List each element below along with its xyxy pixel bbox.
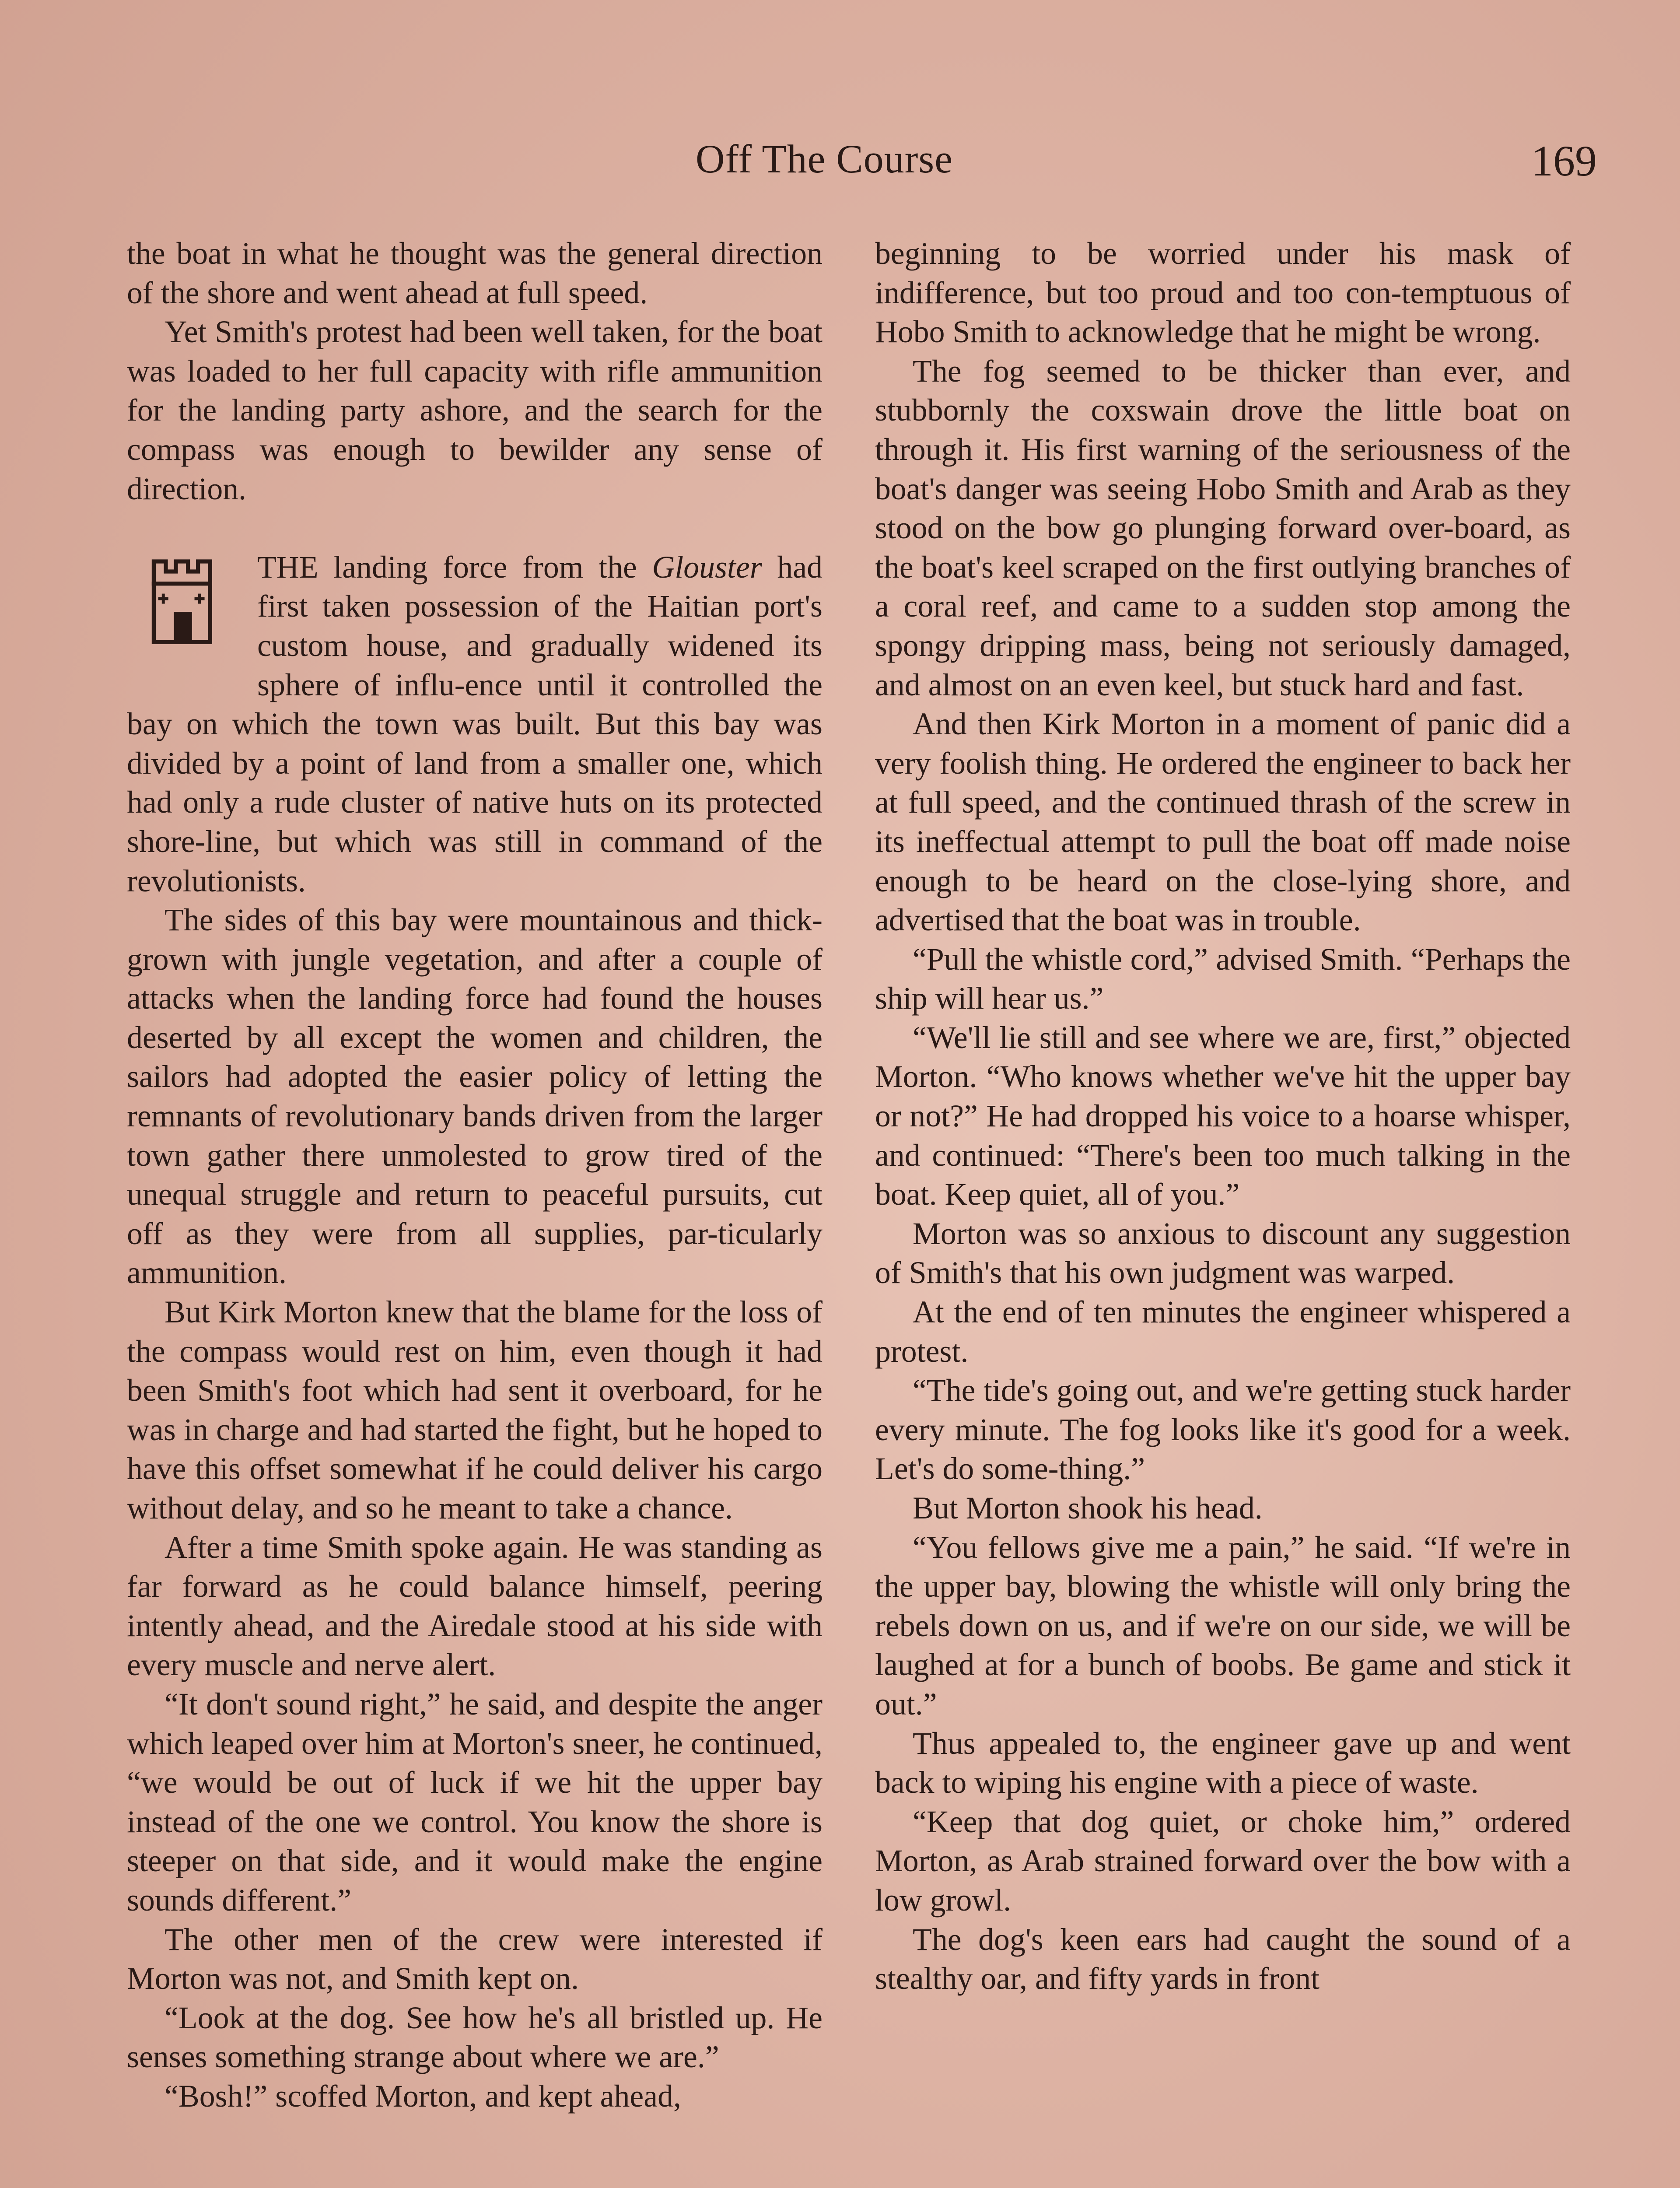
paragraph: “You fellows give me a pain,” he said. “If we're in the upper bay, blowing the whistle will only bring the rebels down on us, and if we're on our side, we will be laughed at for a bunch of boobs. Be game and stick it out.”: [875, 1529, 1571, 1722]
left-column: [127, 234, 822, 2188]
paragraph: beginning to be worried under his mask of indifference, but too proud and too con-temptuous of Hobo Smith to acknowledge that he might be wrong.: [875, 236, 1571, 350]
paragraph: “Pull the whistle cord,” advised Smith. “Perhaps the ship will hear us.”: [875, 941, 1571, 1016]
castle-tower-icon: [127, 548, 245, 666]
paragraph-text: had first taken possession of the Haitian port's custom house, and gradually widened its sphere of influ-ence until it controlled the bay on which the town was built. But this bay was divided by a point of land from a smaller one, which had only a rude cluster of native huts on its protected shore-line, but which was still in command of the revolutionists.: [127, 549, 822, 898]
paragraph: The sides of this bay were mountainous and thick-grown with jungle vegetation, and after a couple of attacks when the landing force had found the houses deserted by all except the women and children, the sailors had adopted the easier policy of letting the remnants of revolutionary bands driven from the larger town gather there unmolested to grow tired of the unequal struggle and return to peaceful pursuits, cut off as they were from all supplies, par-ticularly ammunition.: [127, 902, 822, 1290]
paragraph: Thus appealed to, the engineer gave up and went back to wiping his engine with a piece of waste.: [875, 1725, 1571, 1800]
paragraph: “Bosh!” scoffed Morton, and kept ahead,: [164, 2078, 681, 2114]
paragraph: And then Kirk Morton in a moment of panic did a very foolish thing. He ordered the engineer to back her at full speed, and the continued thrash of the screw in its ineffectual attempt to pull the boat off made noise enough to be heard on the close-lying shore, and advertised that the boat was in trouble.: [875, 706, 1571, 938]
page-header: [0, 131, 1680, 197]
paragraph: The other men of the crew were interested if Morton was not, and Smith kept on.: [127, 1922, 822, 1996]
section-initial-word: THE: [257, 549, 318, 585]
paragraph: “We'll lie still and see where we are, first,” objected Morton. “Who knows whether we've hit the upper bay or not?” He had dropped his voice to a hoarse whisper, and continued: “There's been too much talking in the boat. Keep quiet, all of you.”: [875, 1020, 1571, 1212]
paragraph: The fog seemed to be thicker than ever, and stubbornly the coxswain drove the little boat on through it. His first warning of the seriousness of the boat's danger was seeing Hobo Smith and Arab as they stood on the bow go plunging forward over-board, as the boat's keel scraped on the first outlying branches of a coral reef, and came to a sudden stop among the spongy dripping mass, being not seriously damaged, and almost on an even keel, but stuck hard and fast.: [875, 353, 1571, 702]
paragraph: the boat in what he thought was the general direction of the shore and went ahead at full speed.: [127, 236, 822, 310]
page-number: 169: [1531, 137, 1597, 185]
right-column: [875, 234, 1571, 2188]
paragraph: But Kirk Morton knew that the blame for the loss of the compass would rest on him, even though it had been Smith's foot which had sent it overboard, for he was in charge and had started the fight, but he hoped to have this offset somewhat if he could deliver his cargo without delay, and so he meant to take a chance.: [127, 1294, 822, 1525]
section-opening-paragraph: [127, 548, 822, 901]
paragraph: But Morton shook his head.: [913, 1490, 1263, 1525]
paragraph: “It don't sound right,” he said, and despite the anger which leaped over him at Morton's sneer, he continued, “we would be out of luck if we hit the upper bay instead of the one we control. You know the shore is steeper on that side, and it would make the engine sounds different.”: [127, 1686, 822, 1918]
paragraph-text: landing force from the: [318, 549, 652, 585]
running-title: Off The Course: [696, 137, 953, 181]
paragraph: The dog's keen ears had caught the sound of a stealthy oar, and fifty yards in front: [875, 1922, 1571, 1996]
paragraph: “Keep that dog quiet, or choke him,” ordered Morton, as Arab strained forward over the bow with a low growl.: [875, 1804, 1571, 1918]
paragraph: Morton was so anxious to discount any suggestion of Smith's that his own judgment was warped.: [875, 1216, 1571, 1290]
paragraph: “Look at the dog. See how he's all bristled up. He senses something strange about where we are.”: [127, 2000, 822, 2075]
paragraph: “The tide's going out, and we're getting stuck harder every minute. The fog looks like it's good for a week. Let's do some-thing.”: [875, 1373, 1571, 1487]
paragraph: At the end of ten minutes the engineer whispered a protest.: [875, 1294, 1571, 1369]
paragraph: Yet Smith's protest had been well taken, for the boat was loaded to her full capacity with rifle ammunition for the landing party ashore, and the search for the compass was enough to bewilder any sense of direction.: [127, 314, 822, 506]
ship-name: Glouster: [652, 549, 762, 585]
paragraph: After a time Smith spoke again. He was standing as far forward as he could balance himself, peering intently ahead, and the Airedale stood at his side with every muscle and nerve alert.: [127, 1529, 822, 1683]
